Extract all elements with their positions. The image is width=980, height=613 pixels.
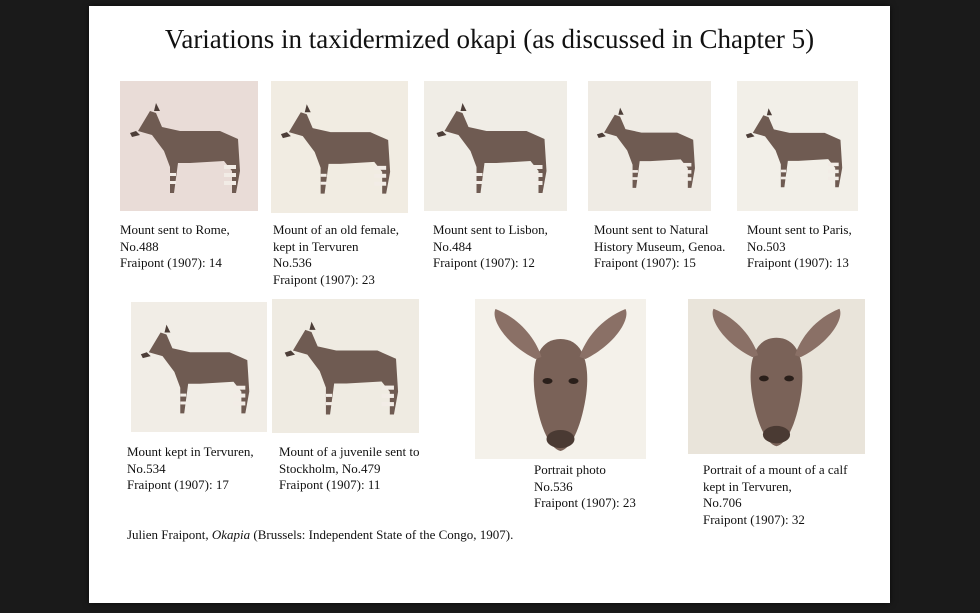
okapi-figure-old-female [271,81,408,213]
figure-caption: Portrait photo No.536 Fraipont (1907): 23 [534,462,636,510]
slide-title: Variations in taxidermized okapi (as discussed in Chapter 5) [164,24,815,54]
okapi-figure-rome [120,81,258,211]
figure-caption: Mount sent to Lisbon, No.484 Fraipont (1907): 12 [433,222,548,270]
okapi-figure-paris [737,81,858,211]
okapi-portrait-photo [475,299,646,459]
slide [89,6,890,603]
okapi-figure-stockholm [272,299,419,433]
figure-caption: Mount sent to Paris, No.503 Fraipont (1907): 13 [747,222,852,270]
source-credit: Julien Fraipont, Okapia (Brussels: Independent State of the Congo, 1907). [127,527,514,542]
figure-caption: Mount sent to Natural History Museum, Genoa. Fraipont (1907): 15 [594,222,726,270]
okapi-figure-lisbon [424,81,567,211]
figure-caption: Mount sent to Rome, No.488 Fraipont (1907): 14 [120,222,230,270]
figure-caption: Mount of an old female, kept in Tervuren No.536 Fraipont (1907): 23 [273,222,399,287]
figure-caption: Mount of a juvenile sent to Stockholm, No.479 Fraipont (1907): 11 [279,444,420,492]
okapi-figure-genoa [588,81,711,211]
figure-caption: Mount kept in Tervuren, No.534 Fraipont (1907): 17 [127,444,254,492]
okapi-figure-tervuren [131,302,267,432]
okapi-portrait-calf [688,299,865,454]
figure-caption: Portrait of a mount of a calf kept in Tervuren, No.706 Fraipont (1907): 32 [703,462,848,527]
